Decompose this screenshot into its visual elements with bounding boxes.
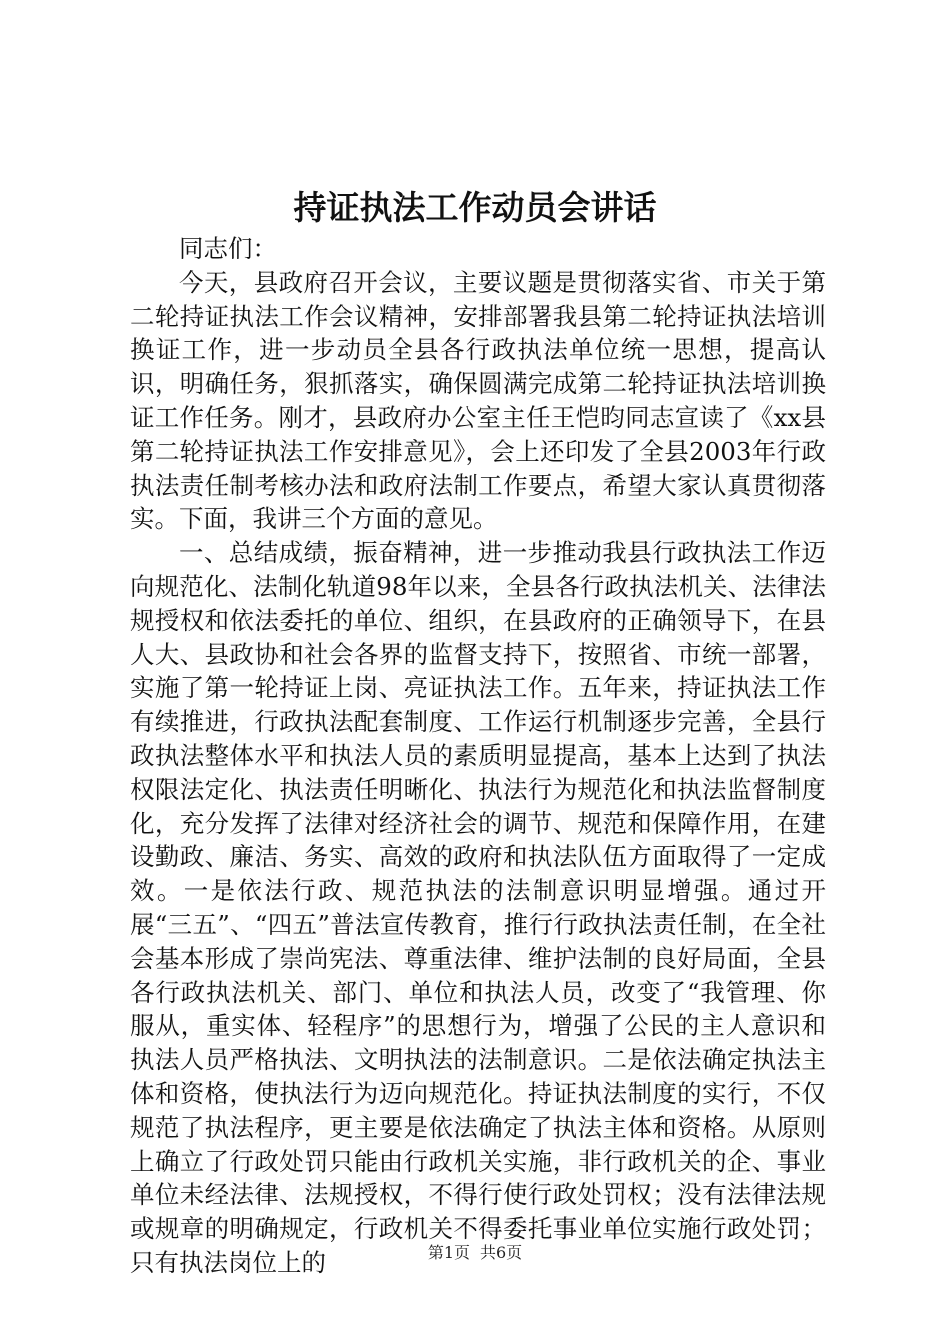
document-body <box>130 232 826 1280</box>
salutation-paragraph: 同志们： <box>179 234 277 263</box>
intro-paragraph: 今天，县政府召开会议，主要议题是贯彻落实省、市关于第二轮持证执法工作会议精神，安排部署我县第二轮持证执法培训换证工作，进一步动员全县各行政执法单位统一思想，提高认识，明确任务，狠抓落实，确保圆满完成第二轮持证执法培训换证工作任务。刚才，县政府办公室主任王恺昀同志宣读了《xx县第二轮持证执法工作安排意见》，会上还印发了全县2003年行政执法责任制考核办法和政府法制工作要点，希望大家认真贯彻落实。下面，我讲三个方面的意见。 <box>130 267 826 534</box>
page-total: 共6页 <box>480 1243 523 1262</box>
page-footer <box>0 1242 950 1264</box>
section-one-paragraph: 一、总结成绩，振奋精神，进一步推动我县行政执法工作迈向规范化、法制化轨道98年以来，全县各行政执法机关、法律法规授权和依法委托的单位、组织，在县政府的正确领导下，在县人大、县政协和社会各界的监督支持下，按照省、市统一部署，实施了第一轮持证上岗、亮证执法工作。五年来，持证执法工作有续推进，行政执法配套制度、工作运行机制逐步完善，全县行政执法整体水平和执法人员的素质明显提高，基本上达到了执法权限法定化、执法责任明晰化、执法行为规范化和执法监督制度化，充分发挥了法律对经济社会的调节、规范和保障作用，在建设勤政、廉洁、务实、高效的政府和执法队伍方面取得了一定成效。一是依法行政、规范执法的法制意识明显增强。通过开展“三五”、“四五”普法宣传教育，推行行政执法责任制，在全社会基本形成了崇尚宪法、尊重法律、维护法制的良好局面，全县各行政执法机关、部门、单位和执法人员，改变了“我管理、你服从，重实体、轻程序”的思想行为，增强了公民的主人意识和执法人员严格执法、文明执法的法制意识。二是依法确定执法主体和资格，使执法行为迈向规范化。持证执法制度的实行，不仅规范了执法程序，更主要是依法确定了执法主体和资格。从原则上确立了行政处罚只能由行政机关实施，非行政机关的企、事业单位未经法律、法规授权，不得行使行政处罚权；没有法律法规或规章的明确规定，行政机关不得委托事业单位实施行政处罚；只有执法岗位上的 <box>130 538 826 1277</box>
document-title: 持证执法工作动员会讲话 <box>293 188 657 227</box>
page-number: 第1页 <box>427 1243 470 1262</box>
